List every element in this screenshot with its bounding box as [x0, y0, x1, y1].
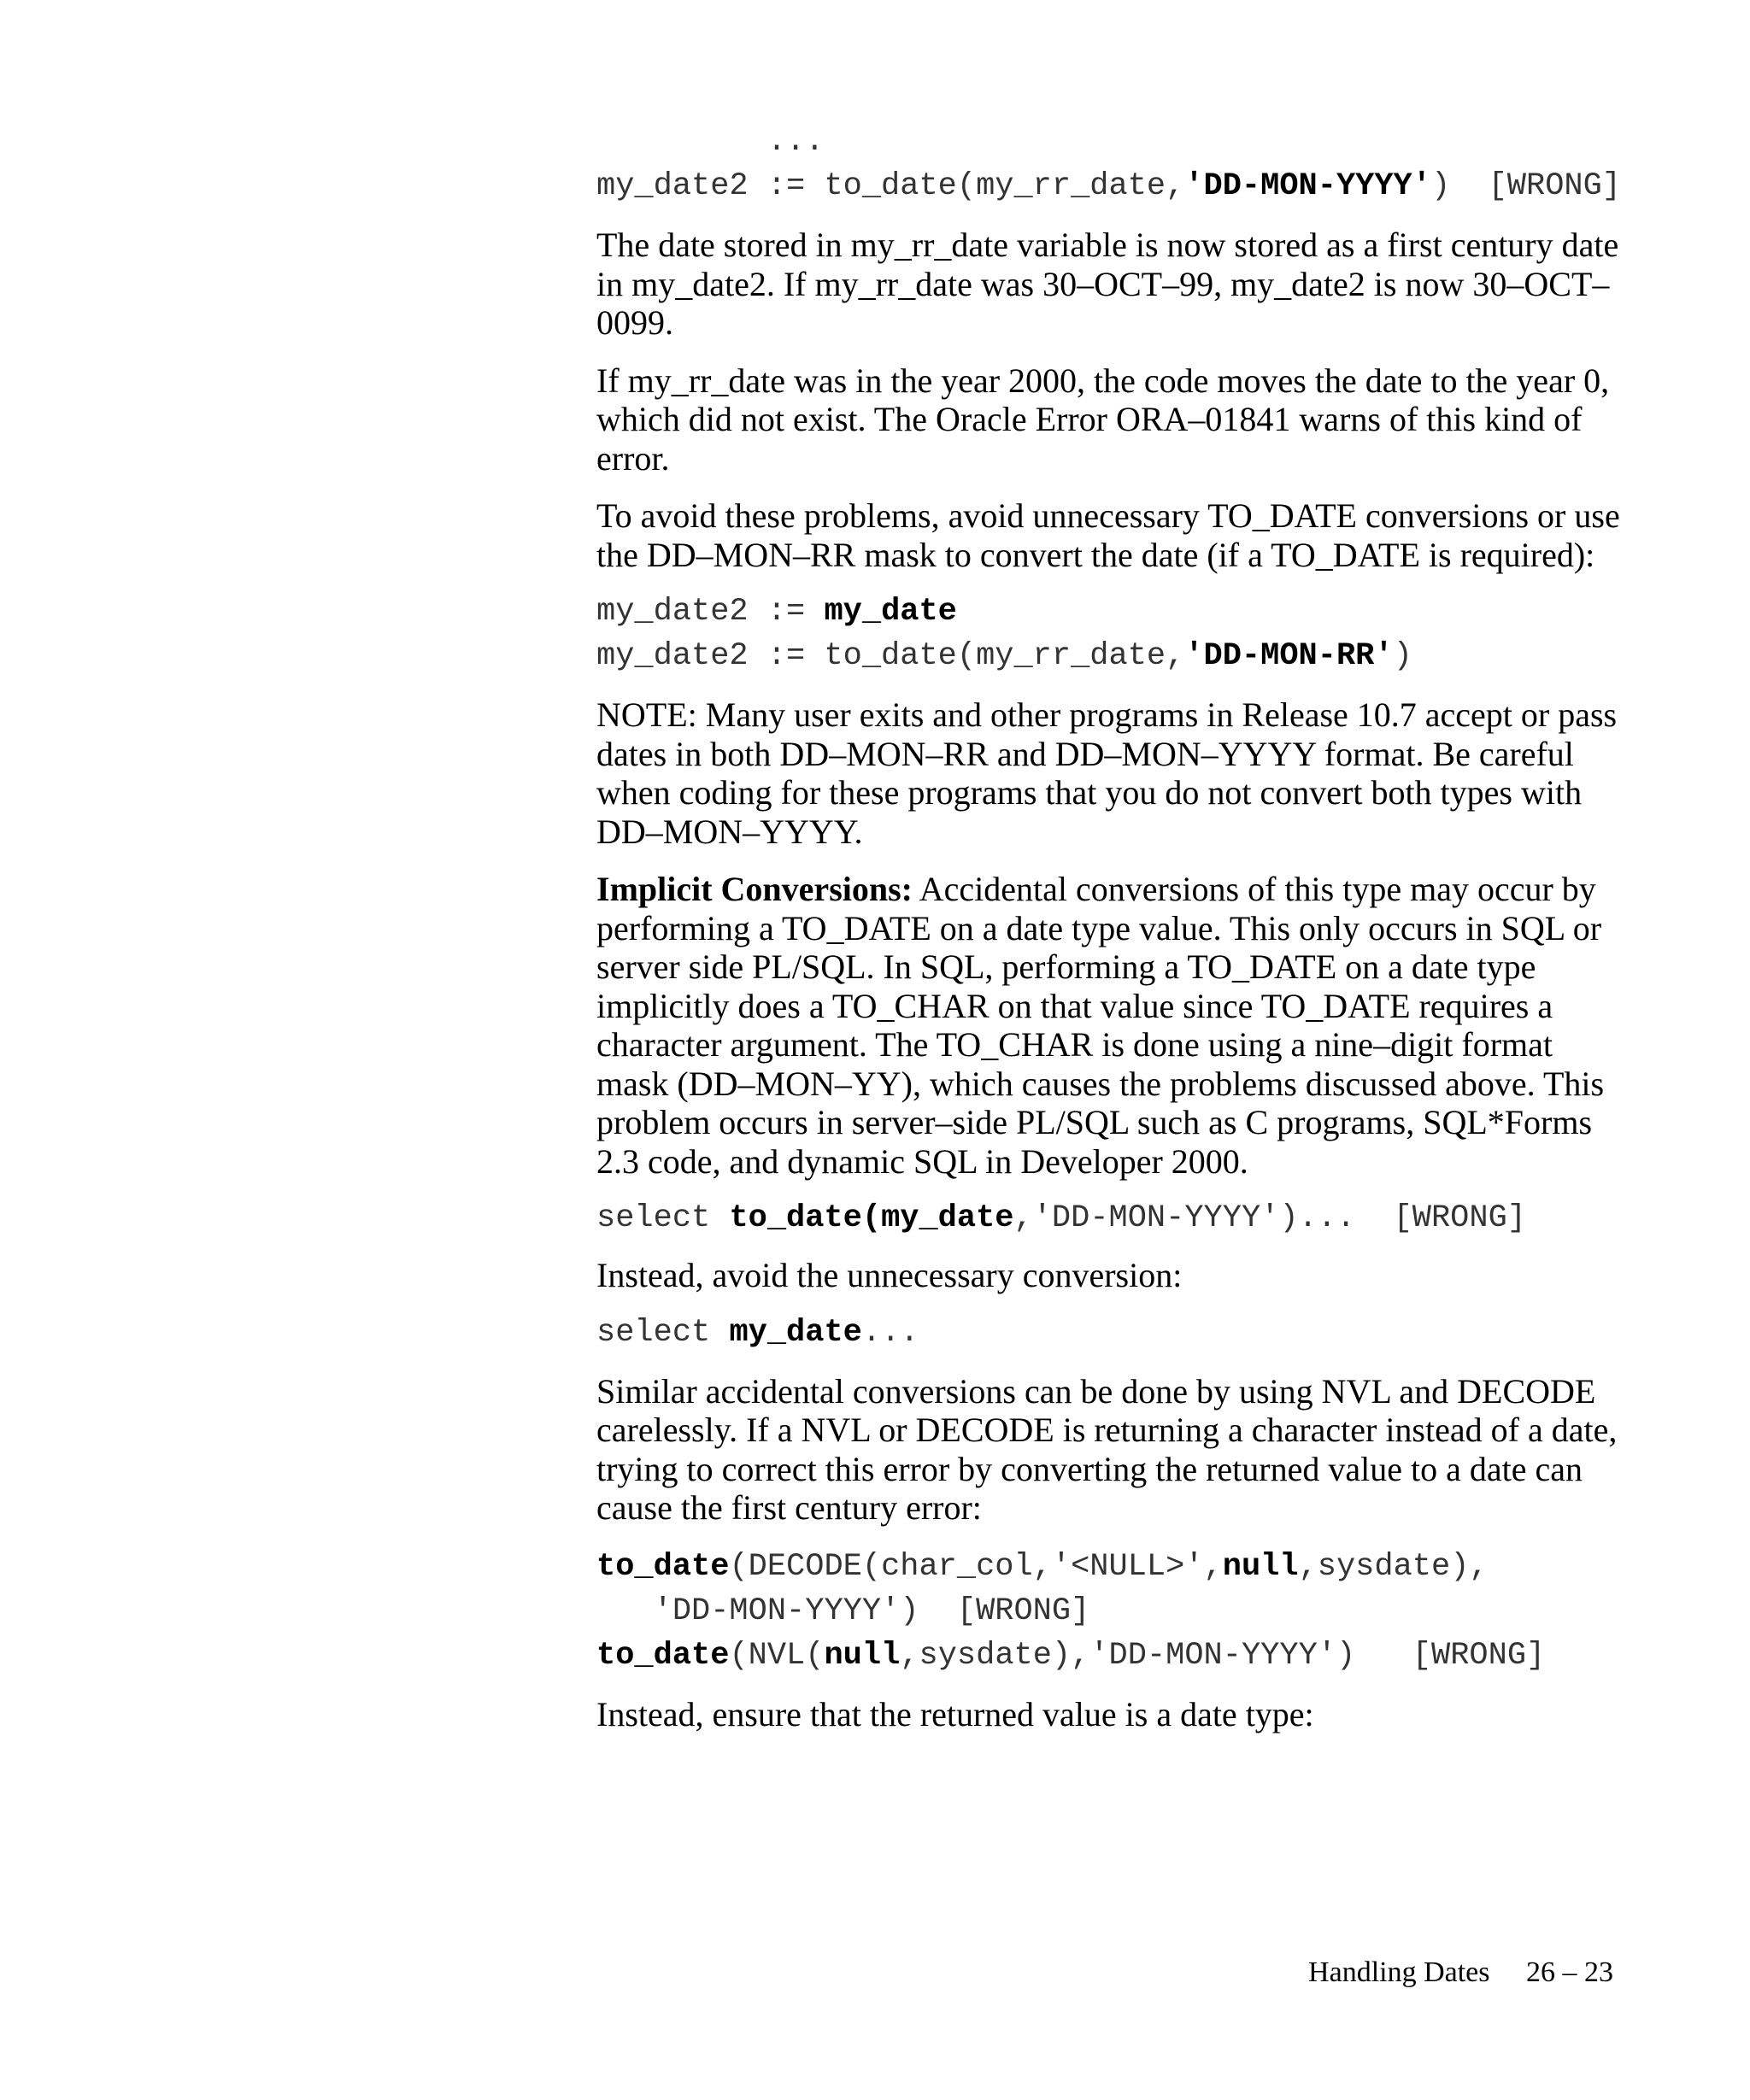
code-block-wrong-yyyy	[596, 120, 1622, 208]
paragraph-ensure-date: Instead, ensure that the returned value is a date type:	[596, 1694, 1314, 1733]
paragraph-implicit-conversions: Implicit Conversions: Accidental conversions of this type may occur by performing a TO_DATE on a date type value. This only occurs in SQL or server side PL/SQL. In SQL, performing a TO_DATE on a date type implicitly does a TO_CHAR on that value since TO_DATE requires a character argument. The TO_CHAR is done using a nine–digit format mask (DD–MON–YY), which causes the problems discussed above. This problem occurs in server–side PL/SQL such as C programs, SQL*Forms 2.3 code, and dynamic SQL in Developer 2000.	[596, 870, 1605, 1181]
code-line: my_date2 := to_date(my_rr_date,'DD-MON-YYYY') [WRONG]	[596, 168, 1622, 204]
code-block-rr	[596, 590, 1622, 678]
code-line: ...	[596, 124, 825, 160]
code-block-select-wrong: select to_date(my_date,'DD-MON-YYYY')... [WRONG]	[596, 1200, 1526, 1236]
paragraph-first-century: The date stored in my_rr_date variable is now stored as a first century date in my_date2. If my_rr_date was 30–OCT–99, my_date2 is now 30–OCT–0099.	[596, 226, 1619, 342]
code-line: to_date(NVL(null,sysdate),'DD-MON-YYYY') [WRONG]	[596, 1637, 1546, 1674]
paragraph-year-2000: If my_rr_date was in the year 2000, the code moves the date to the year 0, which did not exist. The Oracle Error ORA–01841 warns of this kind of error.	[596, 361, 1610, 478]
footer-section-title: Handling Dates	[1308, 1956, 1490, 1988]
page-footer	[1308, 1956, 1613, 1990]
paragraph-nvl-decode: Similar accidental conversions can be done by using NVL and DECODE carelessly. If a NVL or DECODE is returning a character instead of a date, trying to correct this error by converting the returned value to a date can cause the first century error:	[596, 1371, 1618, 1527]
code-line: to_date(DECODE(char_col,'<NULL>',null,sysdate),	[596, 1548, 1489, 1585]
implicit-heading: Implicit Conversions:	[596, 870, 913, 908]
page-body	[596, 120, 1622, 1733]
code-line: my_date2 := to_date(my_rr_date,'DD-MON-RR')	[596, 638, 1412, 674]
code-block-decode-nvl	[596, 1545, 1622, 1678]
paragraph-avoid-problems: To avoid these problems, avoid unnecessary TO_DATE conversions or use the DD–MON–RR mask to convert the date (if a TO_DATE is required):	[596, 496, 1620, 574]
paragraph-instead-avoid: Instead, avoid the unnecessary conversion:	[596, 1256, 1183, 1294]
code-block-select-right: select my_date...	[596, 1314, 919, 1351]
code-line: 'DD-MON-YYYY') [WRONG]	[596, 1593, 1090, 1629]
page-number: 26 – 23	[1526, 1956, 1613, 1988]
paragraph-note: NOTE: Many user exits and other programs in Release 10.7 accept or pass dates in both DD–MON–RR and DD–MON–YYYY format. Be careful when coding for these programs that you do not convert both types with DD–MON–YYYY.	[596, 695, 1618, 851]
code-line: my_date2 := my_date	[596, 594, 957, 630]
